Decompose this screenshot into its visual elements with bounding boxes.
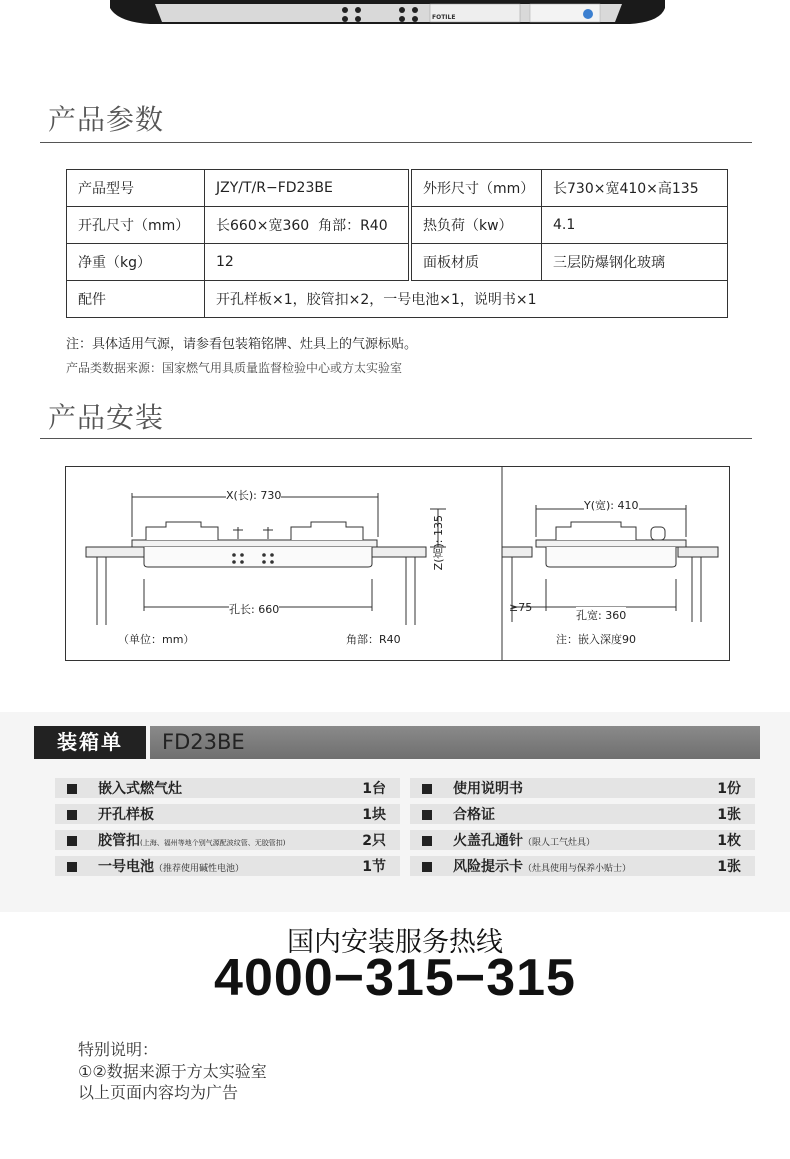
list-item [410, 830, 755, 852]
list-item [410, 856, 755, 878]
item-name: 合格证 [453, 807, 495, 823]
item-qty: 1份 [717, 781, 741, 797]
brand-mark: FOTILE [432, 14, 456, 21]
item-qty: 1台 [362, 781, 386, 797]
packing-model: FD23BE [150, 726, 760, 759]
table-cell: 净重（kg） [67, 244, 205, 281]
table-cell: 产品型号 [67, 170, 205, 207]
table-row [67, 207, 728, 244]
table-cell: JZY/T/R−FD23BE [205, 170, 411, 207]
list-item [55, 778, 400, 800]
hotline-title: 国内安装服务热线 [287, 927, 503, 958]
product-image-top [110, 0, 665, 30]
item-qty: 1张 [717, 859, 741, 875]
unit-label: （单位：mm） [118, 633, 195, 646]
params-title: 产品参数 [48, 103, 165, 136]
table-cell: 三层防爆钢化玻璃 [542, 244, 728, 281]
hotline-number: 4000−315−315 [214, 949, 576, 1007]
item-qty: 2只 [362, 833, 386, 849]
table-row [67, 244, 728, 281]
gas-source-note: 注：具体适用气源，请参看包装箱铭牌、灶具上的气源标贴。 [66, 337, 418, 352]
table-cell: 开孔样板×1，胶管扣×2，一号电池×1，说明书×1 [205, 281, 728, 318]
table-cell: 热负荷（kw） [410, 207, 542, 244]
remark-line-1: ①②数据来源于方太实验室 [78, 1062, 267, 1081]
bullet-icon [67, 836, 77, 846]
item-qty: 1节 [362, 859, 386, 875]
list-item [410, 778, 755, 800]
height-label: Z(高): 135 [432, 515, 445, 571]
table-cell: 配件 [67, 281, 205, 318]
item-qty: 1张 [717, 807, 741, 823]
params-table [66, 169, 728, 318]
packing-tab: 装箱单 [34, 726, 146, 759]
packing-list-left [55, 778, 400, 878]
item-qty: 1枚 [717, 833, 741, 849]
params-divider [40, 142, 752, 143]
item-name: 开孔样板 [98, 807, 154, 823]
bullet-icon [67, 784, 77, 794]
item-name: 胶管扣(上海、福州等地个别气源配波纹管、无胶管扣) [98, 833, 286, 849]
list-item [55, 856, 400, 878]
table-row [67, 281, 728, 318]
install-diagram [65, 466, 730, 661]
table-row [67, 170, 728, 207]
install-title: 产品安装 [48, 401, 165, 434]
table-cell: 长660×宽360 角部：R40 [205, 207, 411, 244]
bullet-icon [422, 784, 432, 794]
width-label: Y(宽): 410 [584, 499, 639, 512]
table-cell: 4.1 [542, 207, 728, 244]
table-cell: 开孔尺寸（mm） [67, 207, 205, 244]
bullet-icon [67, 810, 77, 820]
item-name: 嵌入式燃气灶 [98, 781, 182, 797]
cut-width-label: 孔宽: 360 [576, 609, 627, 622]
bullet-icon [422, 810, 432, 820]
data-source-note: 产品类数据来源：国家燃气用具质量监督检验中心或方太实验室 [66, 361, 403, 375]
remark-heading: 特别说明： [78, 1040, 159, 1059]
cut-length-label: 孔长: 660 [229, 603, 280, 616]
item-name: 火盖孔通针（限人工气灶具） [453, 833, 596, 849]
corner-label: 角部：R40 [346, 633, 401, 646]
item-name: 使用说明书 [453, 781, 523, 797]
gap-label: ≥75 [509, 601, 533, 614]
table-cell: 面板材质 [410, 244, 542, 281]
install-divider [40, 438, 752, 439]
table-cell: 12 [205, 244, 411, 281]
packing-list-right [410, 778, 755, 878]
remark-line-2: 以上页面内容均为广告 [78, 1083, 239, 1102]
list-item [410, 804, 755, 826]
bullet-icon [422, 862, 432, 872]
list-item [55, 804, 400, 826]
bullet-icon [67, 862, 77, 872]
length-label: X(长): 730 [226, 489, 282, 502]
list-item [55, 830, 400, 852]
table-cell: 长730×宽410×高135 [542, 170, 728, 207]
table-cell: 外形尺寸（mm） [410, 170, 542, 207]
item-name: 一号电池（推荐使用碱性电池） [98, 859, 245, 875]
bullet-icon [422, 836, 432, 846]
item-name: 风险提示卡（灶具使用与保养小贴士） [453, 859, 632, 875]
item-qty: 1块 [362, 807, 386, 823]
depth-note: 注：嵌入深度90 [556, 633, 636, 646]
